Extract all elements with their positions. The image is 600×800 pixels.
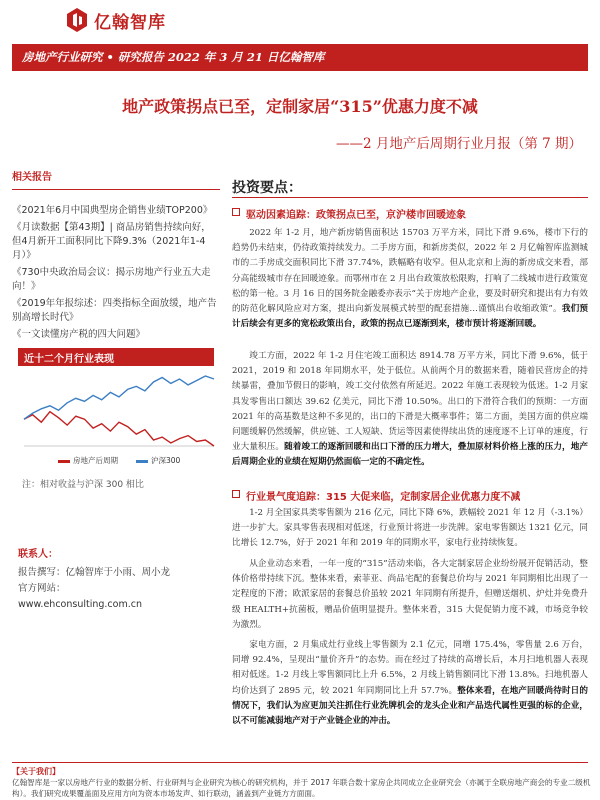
square-bullet-icon (232, 208, 240, 216)
key-points-title: 投资要点： (232, 180, 302, 196)
logo-mark-icon (66, 7, 88, 33)
paragraph-conclusion: 随着竣工的逐渐回暖和出口下滑的压力增大，叠加原材料价格上涨的压力，地产后周期企业的业绩在短期仍然面临一定的不确定性。 (232, 442, 588, 468)
section-heading (232, 206, 588, 221)
legend-swatch (136, 460, 148, 463)
related-report-link[interactable]: 《730中央政治局会议：揭示房地产行业五大走向！》 (12, 267, 211, 292)
legend-label: 沪深300 (151, 456, 181, 465)
related-report-link[interactable]: 《2019年年报综述：四类指标全面放缓，地产告别高增长时代》 (12, 298, 217, 323)
paragraph-conclusion: 我们预计后续会有更多的宽松政策出台，政策的拐点已逐渐到来，楼市预计将逐渐回暖。 (232, 304, 588, 330)
paragraph (232, 557, 588, 633)
analyst-line: 官方网站： (18, 583, 66, 594)
footer-text: 亿翰智库是一家以房地产行业的数据分析、行业研判与企业研究为核心的研究机构，并于 2017 年联合数十家房企共同成立企业研究会（亦属于全联房地产商会的专业二级机构）。我们研究成果覆盖面及应用方向为资本市场发声、如行联动，涵盖到产业链方方面面。 (12, 778, 591, 798)
left-sidebar (12, 160, 220, 345)
report-subtitle: ——2 月地产后周期行业月报（第 7 期） (335, 136, 582, 152)
header-bar-text: 房地产行业研究 • 研究报告 2022 年 3 月 21 日亿翰智库 (22, 50, 325, 64)
related-report-link[interactable]: 《一文读懂房产税的四大问题》 (12, 329, 146, 340)
paragraph-text: 家电方面，2 月集成灶行业线上零售额为 2.1 亿元，同增 175.4%，零售量 2.6 万台，同增 92.4%，呈现出“量价齐升”的态势。而在经过了持续的高增长后，本月扫地机器人表现相对低迷。1-2 月线上零售额同比上升 6.5%，2 月线上销售额同比下滑 13.8%。扫地机器人均价达到了 2895 元，较 2021 年同期同比上升 57.7%。 (232, 640, 588, 696)
paragraph-text: 从企业动态来看，一年一度的“315”活动来临，各大定制家居企业纷纷展开促销活动，整体价格带持续下沉。整体来看，索菲亚、尚品宅配的套餐总价均与 2021 年同期相比出现了一定程度的下滑；欧派家居的套餐总价虽较 2021 年同期有所提升，但赠送烟机、炉灶并免费升级 HEALTH+抗菌板，赠品价值明显提升。整体来看，315 大促促销力度不减，市场竞争较为激烈。 (232, 559, 588, 630)
report-title: 地产政策拐点已至，定制家居“315”优惠力度不减 (122, 97, 478, 116)
heading-text: 行业景气度追踪：315 大促来临，定制家居企业优惠力度不减 (246, 492, 521, 503)
heading-text: 驱动因素追踪：政策拐点已至，京沪楼市回暖迹象 (246, 210, 466, 221)
legend-label: 房地产后周期 (73, 456, 118, 465)
square-bullet-icon (232, 490, 240, 498)
section-heading (232, 488, 588, 503)
analyst-info (18, 565, 170, 613)
analyst-line: 报告撰写：亿翰智库于小雨、周小龙 (18, 567, 171, 578)
brand-logo (66, 6, 176, 34)
related-reports-label: 相关报告 (12, 172, 52, 183)
related-reports-list (12, 204, 220, 342)
related-report-link[interactable]: 《月读数据【第43期】| 商品房销售持续向好，但4月新开工面积同比下降9.3%（2021年1-4月）》 (12, 222, 211, 261)
divider (232, 197, 588, 198)
paragraph (232, 226, 588, 332)
series-line-0 (24, 412, 214, 446)
chart-note: 注：相对收益与沪深 300 相比 (22, 480, 144, 490)
paragraph (232, 638, 588, 729)
paragraph-text: 竣工方面，2022 年 1-2 月住宅竣工面积达 8914.78 万平方米，同比下滑 9.6%，低于 2021，2019 和 2018 年同期水平，处于低位。从前两个月的数据来看，随着民营房企的持续暴雷，叠加节假日的影响，竣工交付依然有所延迟。2022 年施工表现较为低迷。1-2 月家具发零售出口额达 39.62 亿美元，同比下滑 10.50%。出口的下滑符合我们的预期：一方面 2021 年的高基数是这种不多见的，出口的下滑是大概率事件；第二方面，美国方面的供应端问题缓解仍然缓解，供应链、工人短缺、货运等因素使得续出货的速度逐不上订单的速度，行业大量积压。 (232, 351, 588, 453)
paragraph-text: 1-2 月全国家具类零售额为 216 亿元，同比下降 6%，跌幅较 2021 年 12 月（-3.1%）进一步扩大。家具零售表现相对低迷，行业预计将进一步洗牌。家电零售额达 1321 亿元，同比增长 12.7%，好于 2021 年和 2019 年的同期水平，家电行业持续恢复。 (232, 508, 588, 549)
paragraph (232, 506, 588, 552)
legend-swatch (58, 460, 70, 463)
paragraph-conclusion: 整体来看，在地产回暖尚待时日的情况下，我们认为应更加关注抓住行业洗牌机会的龙头企业和产品迭代属性更强的标的企业，以不可能减弱地产对于产业链企业的冲击。 (232, 685, 588, 727)
industry-performance-chart (18, 368, 220, 472)
website-link[interactable]: www.ehconsulting.com.cn (18, 599, 142, 610)
divider (12, 189, 220, 190)
paragraph (232, 349, 588, 471)
related-report-link[interactable]: 《2021年6月中国典型房企销售业绩TOP200》 (12, 205, 213, 216)
footer-label: 【关于我们】 (12, 767, 60, 776)
analyst-label: 联系人： (18, 549, 58, 560)
footer-divider (12, 762, 588, 763)
paragraph-text: 2022 年 1-2 月，地产新房销售面积达 15703 万平方米，同比下滑 9.6%，楼市下行的趋势仍未结束，仍待政策持续发力。二手房方面，和新房类似，2022 年 2 月亿翰智库监测城市的二手房成交面积同比下滑 37.74%，跌幅略有收窄。但从北京和上海的新房成交来看，部分高能级城市存在回暖迹象。而鄂州市在 2 月出台政策放松限购，打响了二线城市进行政策宽松的第一枪。3 月 16 日的国务院金融委亦表示“关于房地产企业，要及时研究和提出有力有效的防范化解风险应对方案，提出向新发展模式转型的配套措施…谨慎出台收缩政策”。 (232, 228, 588, 315)
logo-text: 亿翰智库 (94, 12, 166, 33)
chart-title: 近十二个月行业表现 (24, 354, 114, 365)
